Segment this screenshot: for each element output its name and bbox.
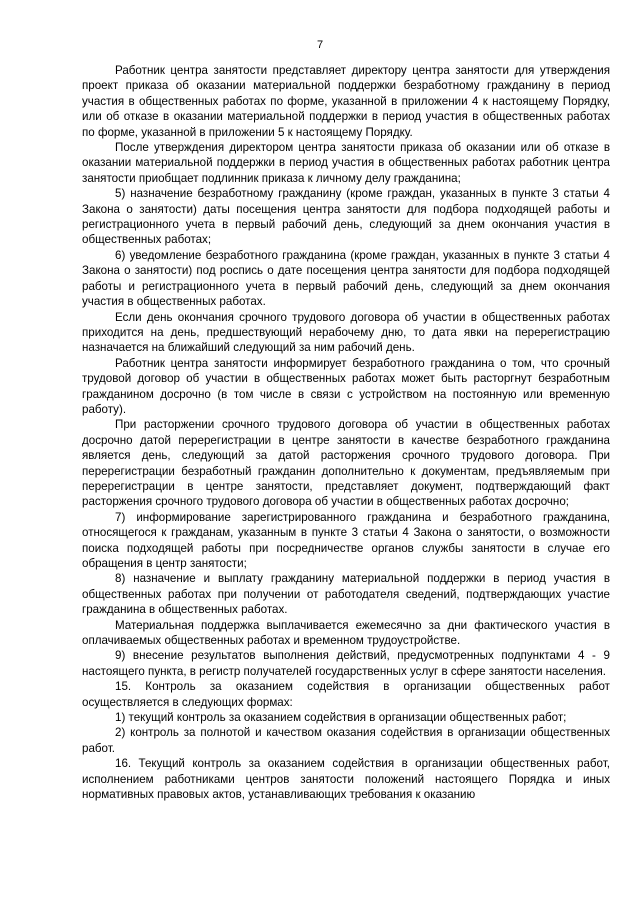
paragraph: 1) текущий контроль за оказанием содействия в организации общественных работ; (115, 711, 567, 725)
paragraph: 15. Контроль за оказанием содействия в организации общественных работ осуществляется в следующих формах: (82, 680, 610, 709)
paragraph: 8) назначение и выплату гражданину материальной поддержки в период участия в общественных работах при получении от работодателя сведений, подтверждающих участие гражданина в общественных работах. (82, 572, 610, 617)
paragraph: После утверждения директором центра занятости приказа об оказании или об отказе в оказании материальной поддержки в период участия в общественных работах работник центра занятости приобщает подлинник приказа к личному делу гражданина; (82, 141, 610, 185)
paragraph: 2) контроль за полнотой и качеством оказания содействия в организации общественных работ. (82, 726, 610, 755)
paragraph: 7) информирование зарегистрированного гражданина и безработного гражданина, относящегося к гражданам, указанным в пункте 3 статьи 4 Закона о занятости, о возможности поиска подходящей работы при посредничестве органов службы занятости в случае его обращения в центр занятости; (82, 510, 610, 570)
paragraph: Материальная поддержка выплачивается ежемесячно за дни фактического участия в оплачиваемых общественных работах и временном трудоустройстве. (82, 618, 610, 648)
document-body (82, 63, 610, 803)
paragraph: 16. Текущий контроль за оказанием содействия в организации общественных работ, исполнением работниками центров занятости положений настоящего Порядка и иных нормативных правовых актов, устанавливающих требования к оказанию (82, 757, 610, 802)
paragraph: Работник центра занятости представляет директору центра занятости для утверждения проект приказа об оказании материальной поддержки безработному гражданину в период участия в общественных работах по форме, указанной в приложении 4 к настоящему Порядку, или об отказе в оказании материальной поддержки в период участия в общественных работах по форме, указанной в приложении 5 к настоящему Порядку. (82, 64, 610, 139)
paragraph: Если день окончания срочного трудового договора об участии в общественных работах приходится на день, предшествующий нерабочему дню, то дата явки на перерегистрацию назначается на ближайший следующий за ним рабочий день. (82, 310, 610, 355)
paragraph: 5) назначение безработному гражданину (кроме граждан, указанных в пункте 3 статьи 4 Закона о занятости) даты посещения центра занятости для подбора подходящей работы и регистрационного учета в первый рабочий день, следующий за днем окончания участия в общественных работах; (82, 187, 610, 247)
paragraph: Работник центра занятости информирует безработного гражданина о том, что срочный трудовой договор об участии в общественных работах может быть расторгнут безработным гражданином досрочно (в том числе в связи с устройством на постоянную или временную работу). (82, 356, 610, 416)
paragraph: При расторжении срочного трудового договора об участии в общественных работах досрочно датой перерегистрации в центре занятости в качестве безработного гражданина является день, следующий за датой расторжения срочного трудового договора. При перерегистрации безработный гражданин дополнительно к документам, предъявляемым при перерегистрации в центре занятости, представляет документ, подтверждающий факт расторжения срочного трудового договора об участии в общественных работах досрочно; (82, 418, 610, 509)
paragraph: 9) внесение результатов выполнения действий, предусмотренных подпунктами 4 - 9 настоящего пункта, в регистр получателей государственных услуг в сфере занятости населения. (82, 649, 610, 678)
page-number: 7 (316, 39, 324, 51)
paragraph: 6) уведомление безработного гражданина (кроме граждан, указанных в пункте 3 статьи 4 Закона о занятости) под роспись о дате посещения центра занятости для подбора подходящей работы и регистрационного учета в первый рабочий день, следующий за днем окончания участия в общественных работах. (82, 248, 610, 309)
